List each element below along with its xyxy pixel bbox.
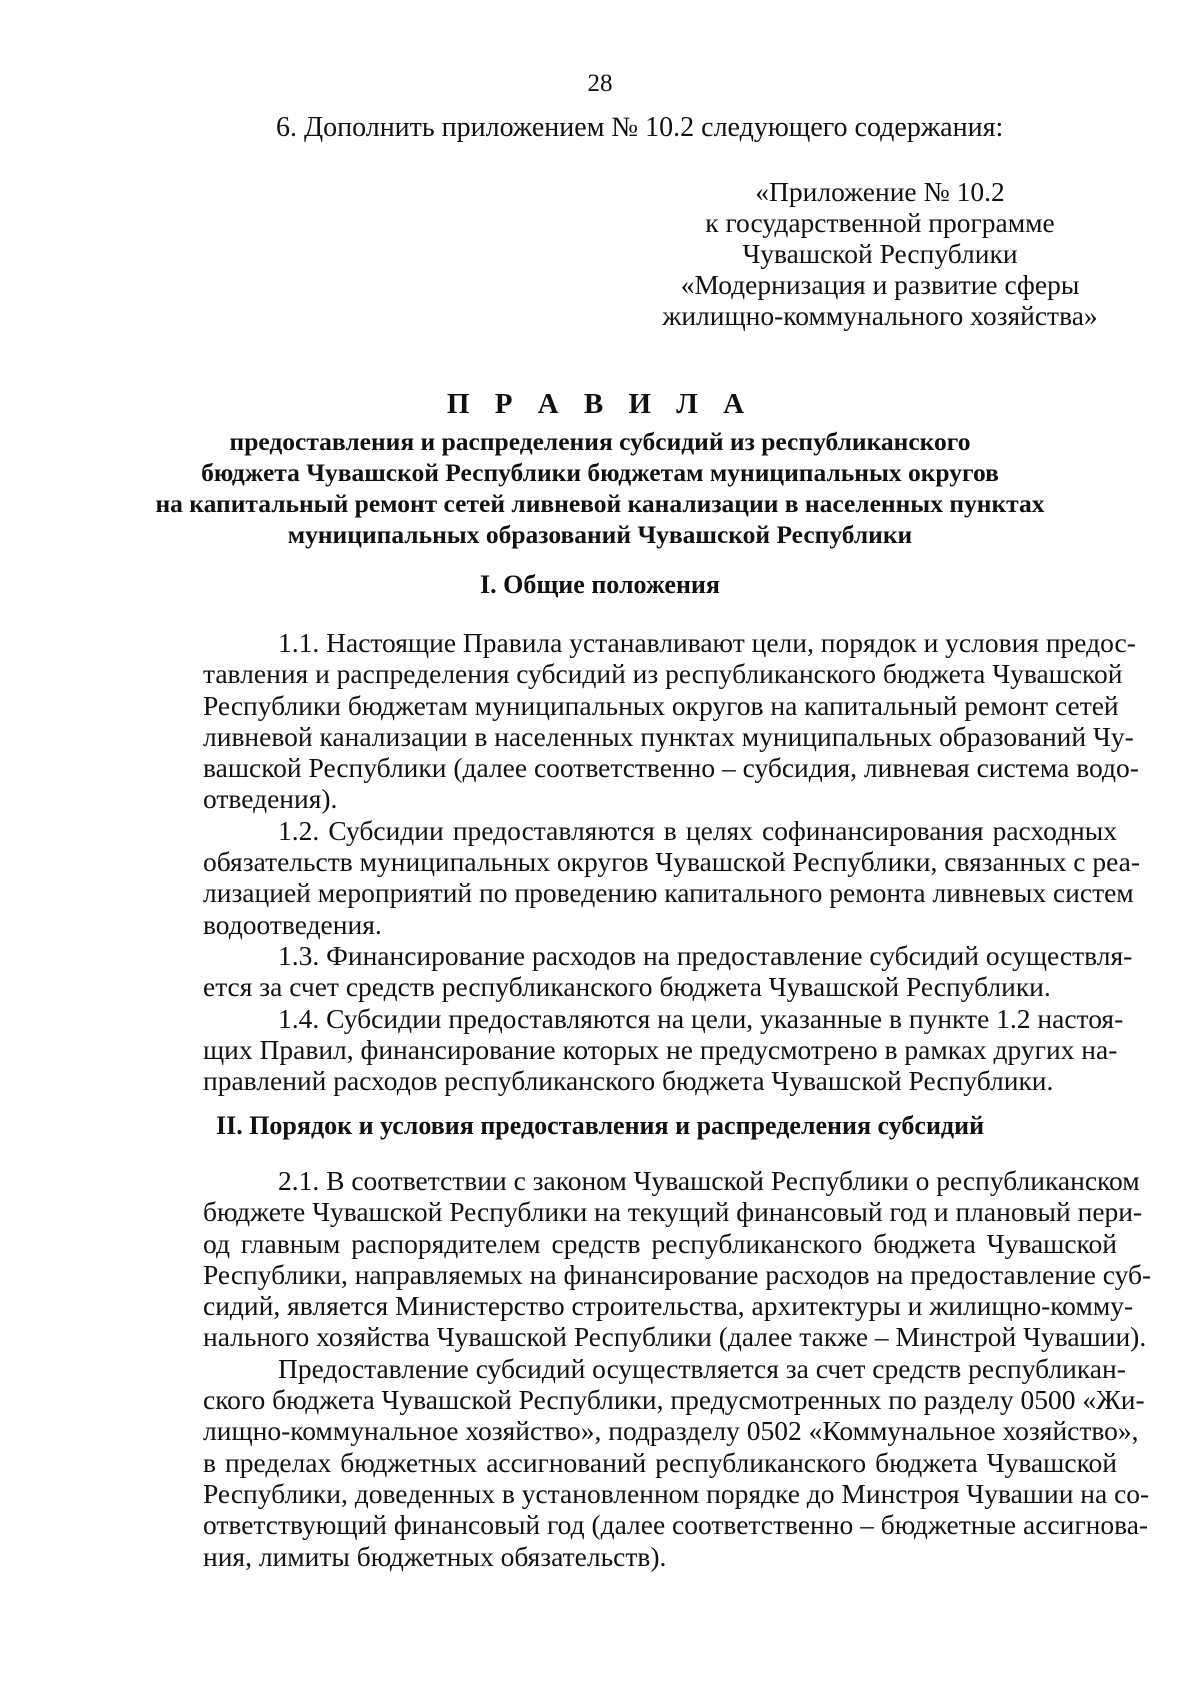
document-title: П Р А В И Л А [446, 388, 754, 420]
paragraph-line: вашской Республики (далее соответственно – субсидия, ливневая система водо- [203, 752, 1139, 784]
paragraph-line: ливневой канализации в населенных пунктах муниципальных образований Чу- [203, 720, 1134, 752]
appendix-line: «Приложение № 10.2 [755, 176, 1005, 207]
appendix-line: «Модернизация и развитие сферы [680, 269, 1080, 300]
paragraph-line: Республики бюджетам муниципальных округов на капитальный ремонт сетей [203, 689, 1119, 721]
subtitle-line: бюджета Чувашской Республики бюджетам муниципальных округов [201, 458, 999, 487]
paragraph-line: 1.4. Субсидии предоставляются на цели, указанные в пункте 1.2 настоя- [278, 1002, 1124, 1034]
appendix-line: к государственной программе [705, 207, 1055, 238]
paragraph-line: водоотведения. [203, 908, 382, 940]
paragraph-line: в пределах бюджетных ассигнований республиканского бюджета Чувашской [203, 1446, 1117, 1478]
paragraph-line: лищно-коммунальное хозяйство», подразделу 0502 «Коммунальное хозяйство», [203, 1415, 1139, 1447]
document-subtitle [150, 426, 1050, 550]
paragraph-line: лизацией мероприятий по проведению капитального ремонта ливневых систем [203, 877, 1134, 909]
section-heading-general: I. Общие положения [480, 570, 720, 599]
section-body-procedure [203, 1165, 1152, 1572]
paragraph-line: бюджете Чувашской Республики на текущий финансовый год и плановый пери- [203, 1196, 1143, 1228]
paragraph-line: 1.1. Настоящие Правила устанавливают цели, порядок и условия предос- [278, 627, 1136, 658]
paragraph-line: тавления и распределения субсидий из республиканского бюджета Чувашской [203, 658, 1123, 690]
paragraph-line: ния, лимиты бюджетных обязательств). [203, 1540, 667, 1572]
instruction-text: 6. Дополнить приложением № 10.2 следующего содержания: [276, 112, 1004, 143]
paragraph-line: ответствующий финансовый год (далее соответственно – бюджетные ассигнова- [203, 1509, 1149, 1541]
paragraph-line: Предоставление субсидий осуществляется за счет средств республикан- [278, 1352, 1126, 1384]
paragraph-line: 2.1. В соответствии с законом Чувашской Республики о республиканском [278, 1165, 1140, 1196]
appendix-line: жилищно-коммунального хозяйства» [662, 300, 1098, 331]
paragraph-line: Республики, направляемых на финансирование расходов на предоставление суб- [203, 1258, 1152, 1290]
section-body-general [203, 627, 1141, 1097]
paragraph-line: обязательств муниципальных округов Чувашской Республики, связанных с реа- [203, 846, 1141, 878]
paragraph-line: ского бюджета Чувашской Республики, предусмотренных по разделу 0500 «Жи- [203, 1384, 1145, 1416]
appendix-reference [640, 176, 1120, 331]
paragraph-line: Республики, доведенных в установленном порядке до Минстроя Чувашии на со- [203, 1477, 1150, 1509]
paragraph-line: сидий, является Министерство строительства, архитектуры и жилищно-комму- [203, 1290, 1134, 1322]
page-number: 28 [587, 70, 613, 97]
paragraph-line: нального хозяйства Чувашской Республики (далее также – Минстрой Чувашии). [203, 1321, 1147, 1353]
document-title-block [150, 387, 1050, 550]
appendix-line: Чувашской Республики [742, 238, 1018, 269]
paragraph-line: правлений расходов республиканского бюджета Чувашской Республики. [203, 1065, 1054, 1097]
paragraph-line: од главным распорядителем средств республиканского бюджета Чувашской [203, 1227, 1117, 1259]
section-heading-procedure: II. Порядок и условия предоставления и распределения субсидий [215, 1111, 985, 1140]
subtitle-line: муниципальных образований Чувашской Республики [287, 520, 913, 549]
paragraph-line: отведения). [203, 783, 338, 815]
paragraph-line: щих Правил, финансирование которых не предусмотрено в рамках других на- [203, 1033, 1118, 1065]
paragraph-line: 1.3. Финансирование расходов на предоставление субсидий осуществля- [278, 939, 1133, 971]
subtitle-line: на капитальный ремонт сетей ливневой канализации в населенных пунктах [155, 489, 1045, 518]
subtitle-line: предоставления и распределения субсидий из республиканского [229, 427, 971, 456]
paragraph-line: ется за счет средств республиканского бюджета Чувашской Республики. [203, 971, 1051, 1003]
paragraph-line: 1.2. Субсидии предоставляются в целях софинансирования расходных [278, 814, 1117, 846]
